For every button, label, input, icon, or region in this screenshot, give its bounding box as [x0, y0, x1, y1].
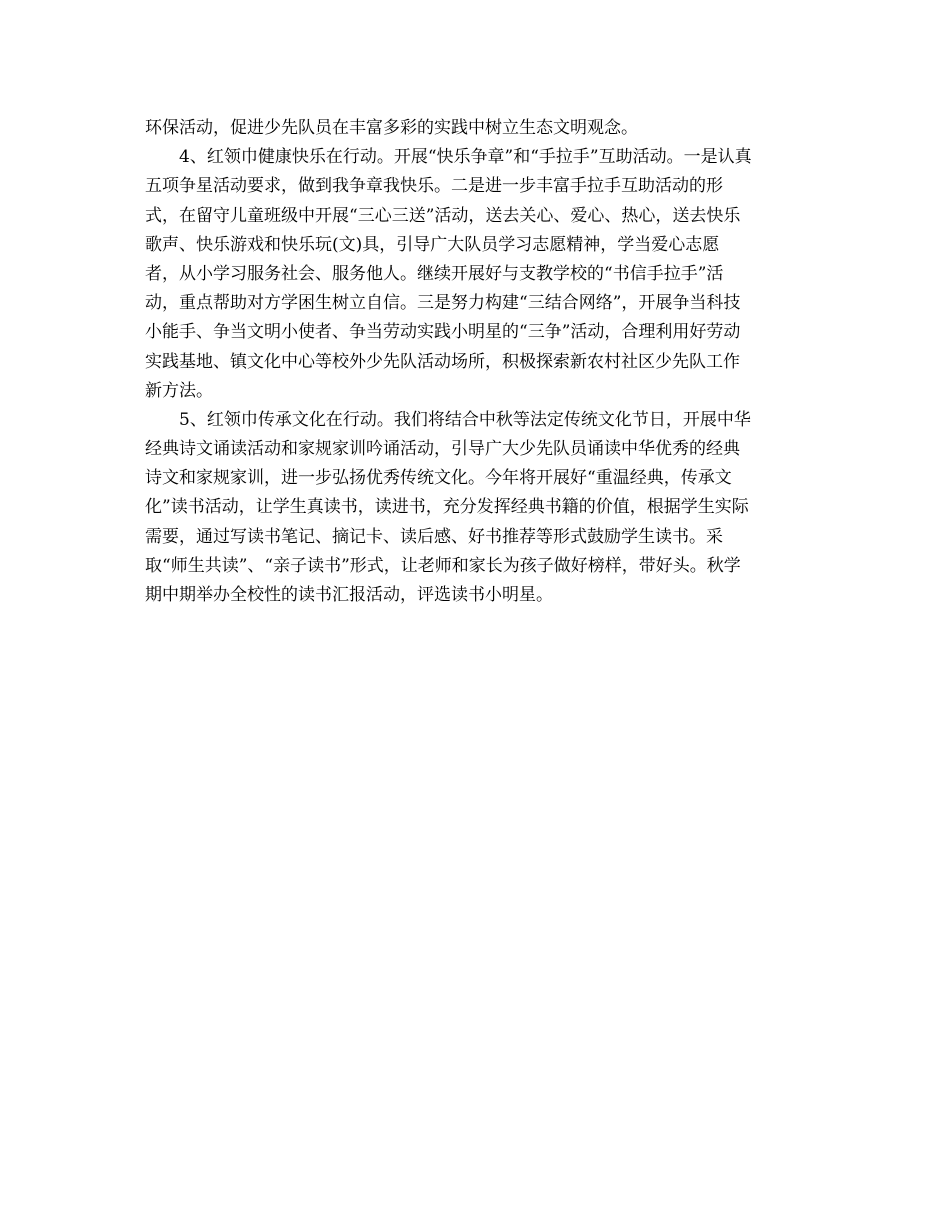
text-line: 经典诗文诵读活动和家规家训吟诵活动，引导广大少先队员诵读中华优秀的经典 [145, 439, 740, 460]
text-line: 歌声、快乐游戏和快乐玩(文)具，引导广大队员学习志愿精神，学当爱心志愿 [145, 234, 720, 255]
text-line: 需要，通过写读书笔记、摘记卡、读后感、好书推荐等形式鼓励学生读书。采 [145, 526, 723, 547]
text-line: 新方法。 [145, 380, 213, 401]
text-line: 实践基地、镇文化中心等校外少先队活动场所，积极探索新农村社区少先队工作 [145, 351, 740, 372]
text-line: 者，从小学习服务社会、服务他人。继续开展好与支教学校的“书信手拉手”活 [145, 263, 724, 284]
text-line: 式，在留守儿童班级中开展“三心三送”活动，送去关心、爱心、热心，送去快乐 [145, 205, 741, 226]
text-line: 5、红领巾传承文化在行动。我们将结合中秋等法定传统文化节日，开展中华 [179, 409, 751, 430]
text-line: 五项争星活动要求，做到我争章我快乐。二是进一步丰富手拉手互助活动的形 [145, 176, 723, 197]
text-line: 动，重点帮助对方学困生树立自信。三是努力构建“三结合网络”，开展争当科技 [145, 293, 741, 314]
text-line: 环保活动，促进少先队员在丰富多彩的实践中树立生态文明观念。 [145, 118, 638, 138]
text-line: 期中期举办全校性的读书汇报活动，评选读书小明星。 [145, 585, 553, 605]
text-line: 诗文和家规家训，进一步弘扬优秀传统文化。今年将开展好“重温经典，传承文 [145, 468, 732, 489]
text-line: 化”读书活动，让学生真读书，读进书，充分发挥经典书籍的价值，根据学生实际 [145, 497, 749, 518]
text-line: 4、红领巾健康快乐在行动。开展“快乐争章”和“手拉手”互助活动。一是认真 [179, 147, 752, 168]
text-line: 小能手、争当文明小使者、争当劳动实践小明星的“三争”活动，合理利用好劳动 [145, 322, 741, 343]
document-body [145, 114, 810, 610]
text-line: 取“师生共读”、“亲子读书”形式，让老师和家长为孩子做好榜样，带好头。秋学 [145, 555, 741, 576]
